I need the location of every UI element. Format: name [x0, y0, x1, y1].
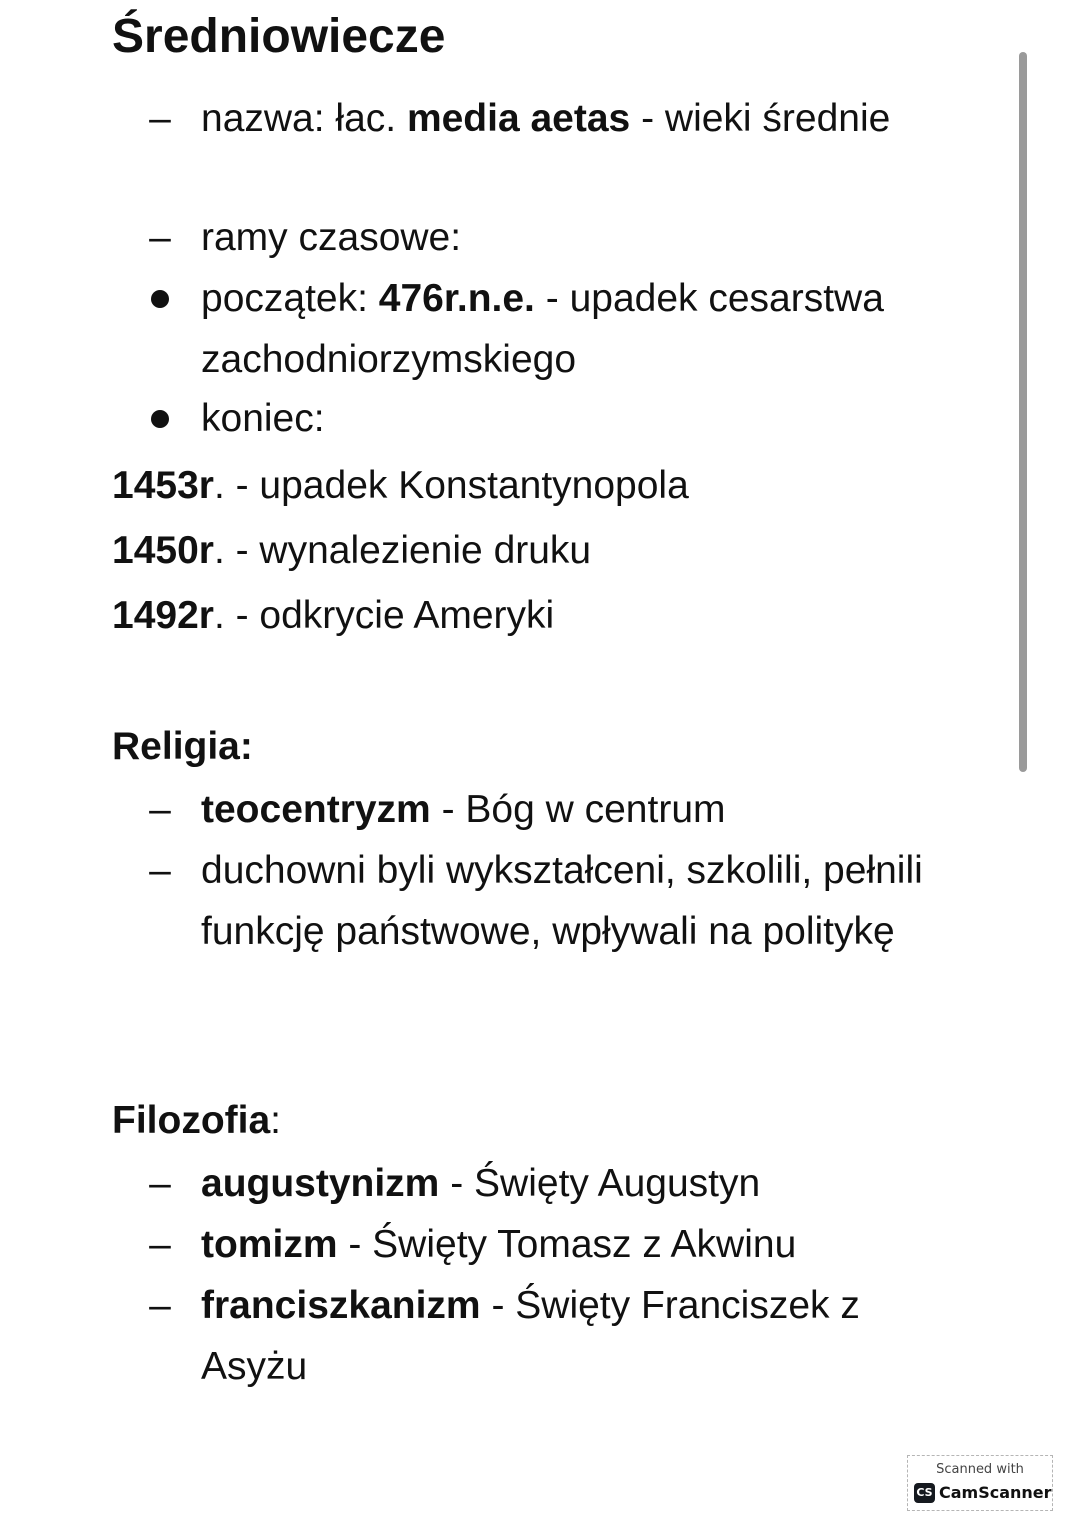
list-item: [140, 1275, 970, 1397]
list-item: [140, 840, 970, 1023]
list-item-text: franciszkanizm - Święty Franciszek z Asyżu: [201, 1284, 860, 1388]
list-item: [140, 1214, 970, 1275]
dash-marker: –: [149, 97, 171, 140]
bold-term: 476r.n.e.: [378, 277, 535, 320]
bold-term: teocentryzm: [201, 788, 431, 831]
bold-term: franciszkanizm: [201, 1284, 481, 1327]
list-item: [140, 779, 970, 840]
section-heading-filozofia: Filozofia:: [112, 1099, 281, 1142]
date-line: 1453r. - upadek Konstantynopola: [112, 464, 689, 507]
list-item-end: [140, 388, 970, 449]
list-item-text: augustynizm - Święty Augustyn: [201, 1162, 761, 1205]
list-item-name: [140, 88, 970, 210]
list-item: [140, 1153, 970, 1214]
bullet-icon: [140, 268, 180, 308]
date-line: 1492r. - odkrycie Ameryki: [112, 594, 555, 637]
dash-marker: –: [149, 1284, 171, 1327]
date-year: 1450r: [112, 529, 214, 572]
bullet-icon: [140, 388, 180, 428]
list-item-start: [140, 268, 970, 390]
bold-term: media aetas: [406, 97, 631, 140]
list-item-text: ramy czasowe:: [201, 216, 462, 259]
list-item-text: duchowni byli wykształceni, szkolili, pełnili funkcję państwowe, wpływali na politykę: [201, 849, 923, 953]
list-item-text: teocentryzm - Bóg w centrum: [201, 788, 726, 831]
dash-marker: –: [149, 849, 171, 892]
watermark-caption: Scanned with: [936, 1462, 1024, 1477]
list-item-text: koniec:: [201, 397, 325, 440]
list-item-text: nazwa: łac. media aetas - wieki średnie: [201, 97, 891, 140]
date-line: 1450r. - wynalezienie druku: [112, 529, 592, 572]
date-year: 1492r: [112, 594, 214, 637]
list-item-text: tomizm - Święty Tomasz z Akwinu: [201, 1223, 797, 1266]
date-year: 1453r: [112, 464, 214, 507]
page-title: Średniowiecze: [112, 10, 446, 63]
dash-marker: –: [149, 788, 171, 831]
list-item-time-frame: [140, 207, 970, 268]
camscanner-watermark: [907, 1455, 1053, 1511]
watermark-brand: CamScanner: [939, 1483, 1052, 1502]
bold-term: tomizm: [201, 1223, 338, 1266]
dash-marker: –: [149, 216, 171, 259]
camscanner-logo-icon: CS: [914, 1483, 935, 1503]
bold-term: augustynizm: [201, 1162, 440, 1205]
vertical-scrollbar[interactable]: [1019, 52, 1027, 772]
dash-marker: –: [149, 1223, 171, 1266]
list-item-text: początek: 476r.n.e. - upadek cesarstwa zachodniorzymskiego: [201, 277, 884, 381]
section-heading-religia: Religia:: [112, 725, 253, 768]
dash-marker: –: [149, 1162, 171, 1205]
